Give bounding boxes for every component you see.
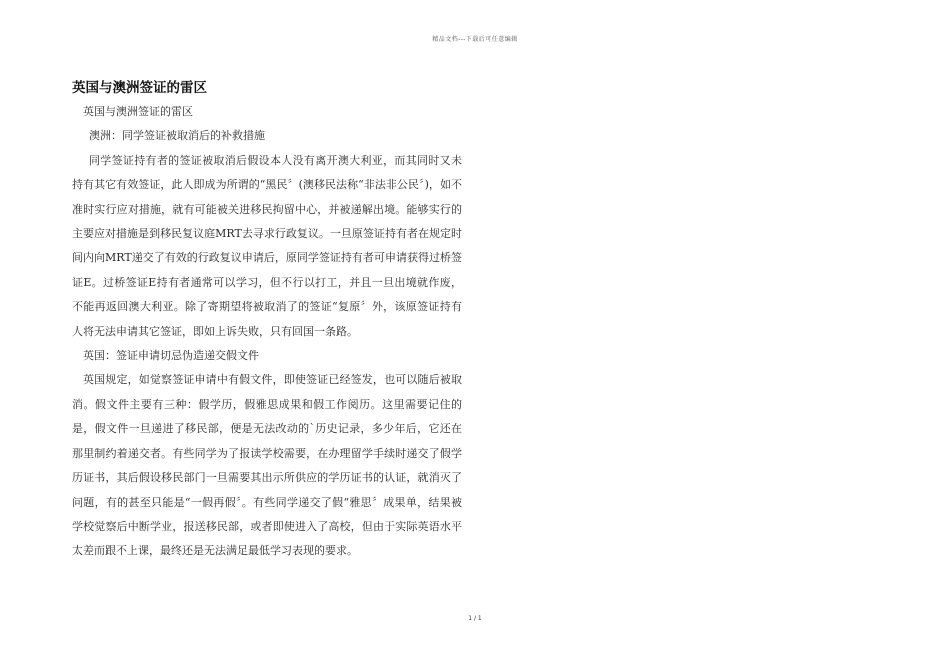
paragraph-uk: 英国规定，如觉察签证申请中有假文件，即使签证已经签发，也可以随后被取消。假文件主要有三种：假学历，假雅思成果和假工作阅历。这里需要记住的是，假文件一旦递进了移民部，便是无法改动的`历史记录，多少年后，它还在那里制约着递交者。有些同学为了报读学校需要，在办理留学手续时递交了假学历证书，其后假设移民部门一旦需要其出示所供应的学历证书的认证，就消灭了问题，有的甚至只能是“一假再假〞。有些同学递交了假“雅思〞成果单，结果被学校觉察后中断学业，报送移民部，或者即使进入了高校，但由于实际英语水平太差而跟不上课，最终还是无法满足最低学习表现的要求。 [72,373,462,558]
document-body [72,100,462,564]
document-title: 英国与澳洲签证的雷区 [72,80,207,96]
section-heading-australia: 澳洲：同学签证被取消后的补救措施 [89,129,265,143]
paragraph-australia: 同学签证持有者的签证被取消后假设本人没有离开澳大利亚，而其同时又未持有其它有效签证，此人即成为所谓的“黑民〞(澳移民法称“非法非公民〞)，如不准时实行应对措施，就有可能被关进移民拘留中心，并被递解出境。能够实行的主要应对措施是到移民复议庭MRT去寻求行政复议。一旦原签证持有者在规定时间内向MRT递交了有效的行政复议申请后，原同学签证持有者可申请获得过桥签证E。过桥签证E持有者通常可以学习，但不行以打工，并且一旦出境就作废，不能再返回澳大利亚。除了寄期望将被取消了的签证“复原〞外，该原签证持有人将无法申请其它签证，即如上诉失败，只有回国一条路。 [72,153,462,338]
page-number: 1 / 1 [468,615,482,622]
header-note: 精品文档---下载后可任意编辑 [432,36,518,43]
document-subtitle: 英国与澳洲签证的雷区 [83,105,193,118]
section-heading-uk: 英国：签证申请切忌伪造递交假文件 [83,349,259,363]
